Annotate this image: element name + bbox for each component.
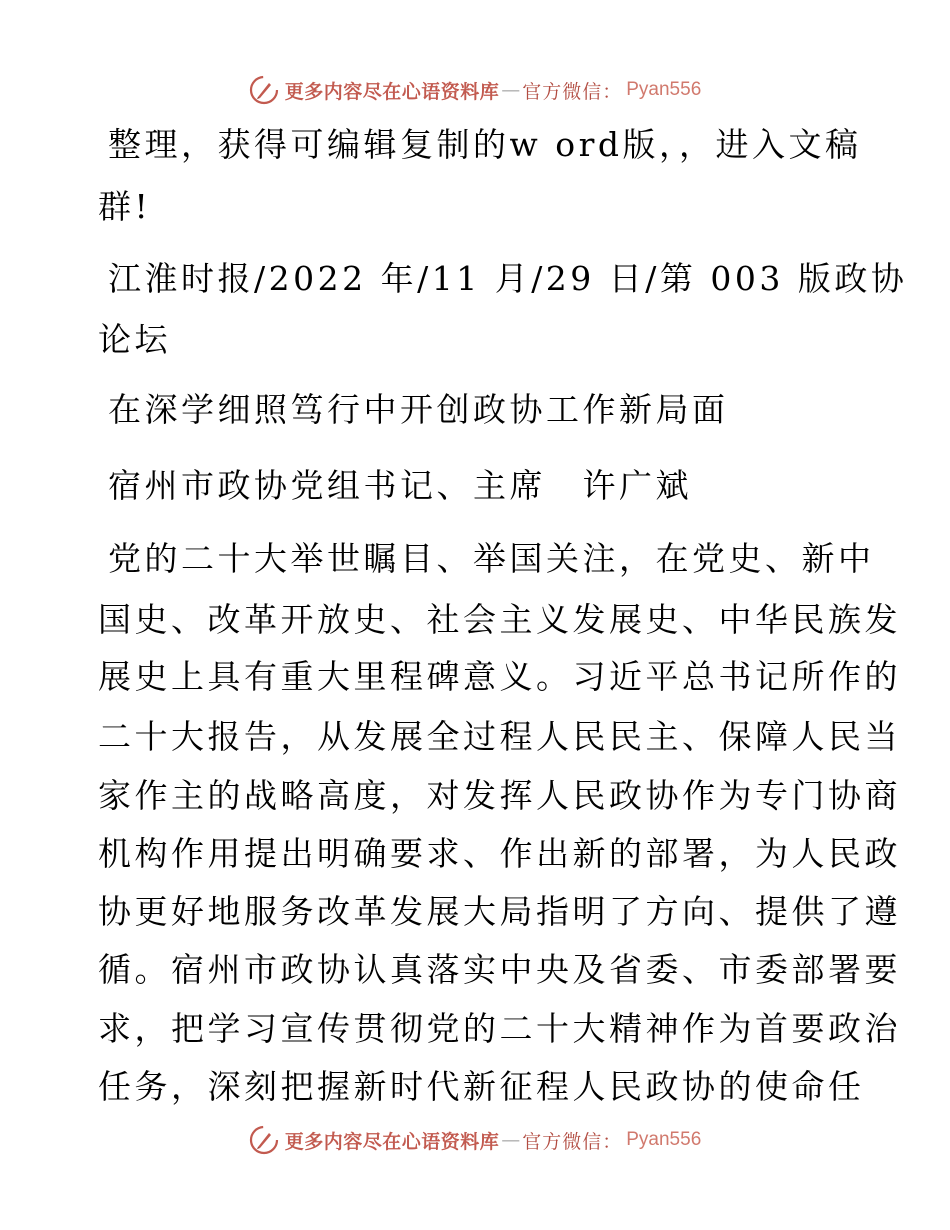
quill-logo-icon [249,1125,279,1155]
source-line-1: 江淮时报/2022 年/11 月/29 日/第 003 版政协 [108,259,908,298]
intro-line-1: 整理，获得可编辑复制的w ord版，，进入文稿 [108,125,862,164]
footer-banner [0,1120,950,1160]
body-line: 国史、改革开放史、社会主义发展史、中华民族发 [98,600,901,639]
banner-separator: — [501,79,521,101]
body-line: 党的二十大举世瞩目、举国关注，在党史、新中 [108,539,875,578]
article-title: 在深学细照笃行中开创政协工作新局面 [108,390,729,429]
body-line: 任务，深刻把握新时代新征程人民政协的使命任 [98,1067,865,1106]
banner-separator: — [501,1129,521,1151]
source-line-2: 论坛 [98,320,171,359]
banner-wechat-label: 官方微信： [522,80,623,103]
body-line: 家作主的战略高度，对发挥人民政协作为专门协商 [98,776,901,815]
body-line: 协更好地服务改革发展大局指明了方向、提供了遵 [98,892,901,931]
body-line: 求，把学习宣传贯彻党的二十大精神作为首要政治 [98,1009,901,1048]
body-line: 二十大报告，从发展全过程人民民主、保障人民当 [98,717,901,756]
banner-slogan: 更多内容尽在心语资料库 [284,80,500,103]
banner-wechat-id: Pyan556 [626,1129,702,1150]
banner-wechat-label: 官方微信： [522,1130,623,1153]
banner-wechat-id: Pyan556 [626,79,702,100]
intro-line-2: 群! [98,187,152,226]
body-line: 机构作用提出明确要求、作出新的部署，为人民政 [98,834,901,873]
body-line: 展史上具有重大里程碑意义。习近平总书记所作的 [98,657,901,696]
article-author: 宿州市政协党组书记、主席 许广斌 [108,466,692,505]
body-line: 循。宿州市政协认真落实中央及省委、市委部署要 [98,950,901,989]
banner-slogan: 更多内容尽在心语资料库 [284,1130,500,1153]
